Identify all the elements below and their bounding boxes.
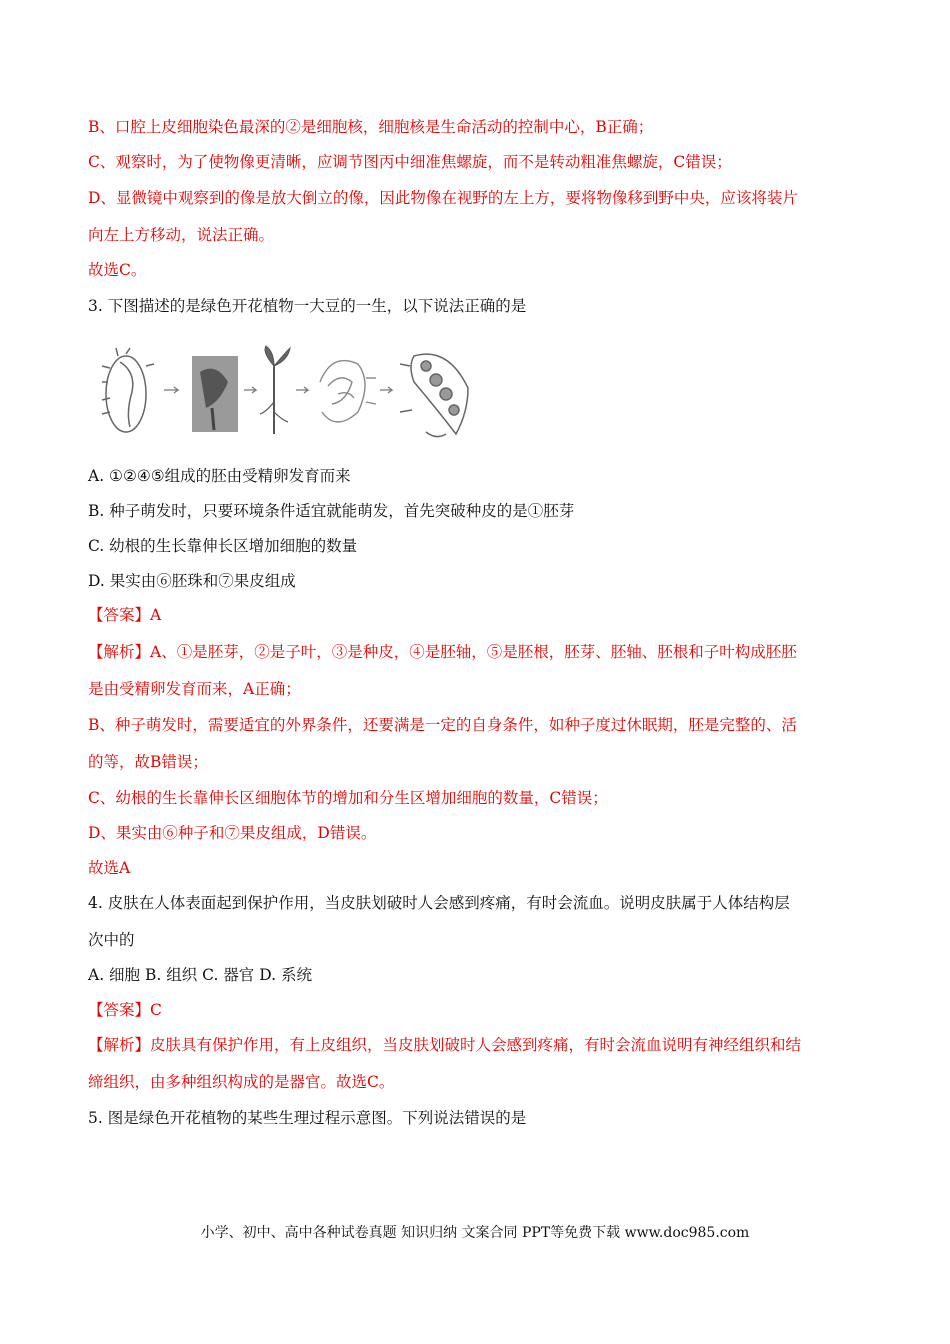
- analysis-3-line-4: 的等，故B错误；: [88, 753, 208, 771]
- option-c: C. 幼根的生长靠伸长区增加细胞的数量: [88, 537, 358, 555]
- option-d: D. 果实由⑥胚珠和⑦果皮组成: [88, 572, 296, 590]
- seedling-drawing: [260, 346, 290, 434]
- answer-4: 【答案】C: [88, 1001, 162, 1019]
- arrow-1: [164, 387, 178, 393]
- analysis-3-line-3: B、种子萌发时，需要适宜的外界条件，还要满是一定的自身条件，如种子度过休眠期，胚是完整的、活: [88, 716, 797, 734]
- analysis-3-line-1: 【解析】A、①是胚芽，②是子叶，③是种皮，④是胚轴，⑤是胚根，胚芽、胚轴、胚根和子叶构成胚胚: [88, 643, 797, 661]
- analysis-4-line-2: 缔组织，由多种组织构成的是器官。故选C。: [88, 1073, 395, 1091]
- answer-3: 【答案】A: [88, 606, 162, 624]
- option-b: B. 种子萌发时，只要环境条件适宜就能萌发，首先突破种皮的是①胚芽: [88, 502, 575, 520]
- seed-drawing: [102, 348, 154, 432]
- question-4-line-1: 4. 皮肤在人体表面起到保护作用，当皮肤划破时人会感到疼痛，有时会流血。说明皮肤属于人体结构层: [88, 894, 790, 912]
- analysis-3-line-5: C、幼根的生长靠伸长区细胞体节的增加和分生区增加细胞的数量，C错误；: [88, 789, 608, 807]
- option-a: A. ①②④⑤组成的胚由受精卵发育而来: [88, 467, 351, 485]
- page-footer: 小学、初中、高中各种试卷真题 知识归纳 文案合同 PPT等免费下载 www.doc985.com: [200, 1225, 750, 1241]
- flower-drawing: [320, 361, 376, 422]
- question-4-line-2: 次中的: [88, 931, 135, 949]
- line-4: 故选C。: [88, 261, 147, 279]
- arrow-3: [296, 387, 308, 393]
- analysis-3-line-6: D、果实由⑥种子和⑦果皮组成，D错误。: [88, 824, 377, 842]
- line-2: D、显微镜中观察到的像是放大倒立的像，因此物像在视野的左上方，要将物像移到野中央，应该将装片: [88, 189, 798, 207]
- conclusion-3: 故选A: [88, 859, 131, 877]
- question-4-options: A. 细胞 B. 组织 C. 器官 D. 系统: [88, 966, 312, 984]
- analysis-3-line-2: 是由受精卵发育而来，A正确；: [88, 680, 301, 698]
- arrow-2: [244, 387, 256, 393]
- pea-pod-drawing: [400, 354, 468, 436]
- line-0: B、口腔上皮细胞染色最深的②是细胞核，细胞核是生命活动的控制中心，B正确；: [88, 118, 654, 136]
- line-3: 向左上方移动，说法正确。: [88, 226, 275, 244]
- arrow-4: [380, 387, 392, 393]
- question-5: 5. 图是绿色开花植物的某些生理过程示意图。下列说法错误的是: [88, 1109, 527, 1127]
- analysis-4-line-1: 【解析】皮肤具有保护作用，有上皮组织，当皮肤划破时人会感到疼痛，有时会流血说明有神经组织和结: [88, 1036, 802, 1054]
- line-1: C、观察时，为了使物像更清晰，应调节图丙中细准焦螺旋，而不是转动粗准焦螺旋，C错误；: [88, 153, 732, 171]
- question-3: 3. 下图描述的是绿色开花植物一大豆的一生，以下说法正确的是: [88, 297, 527, 315]
- germinating-seed-drawing: [192, 356, 238, 432]
- soybean-life-cycle-figure: [96, 342, 476, 442]
